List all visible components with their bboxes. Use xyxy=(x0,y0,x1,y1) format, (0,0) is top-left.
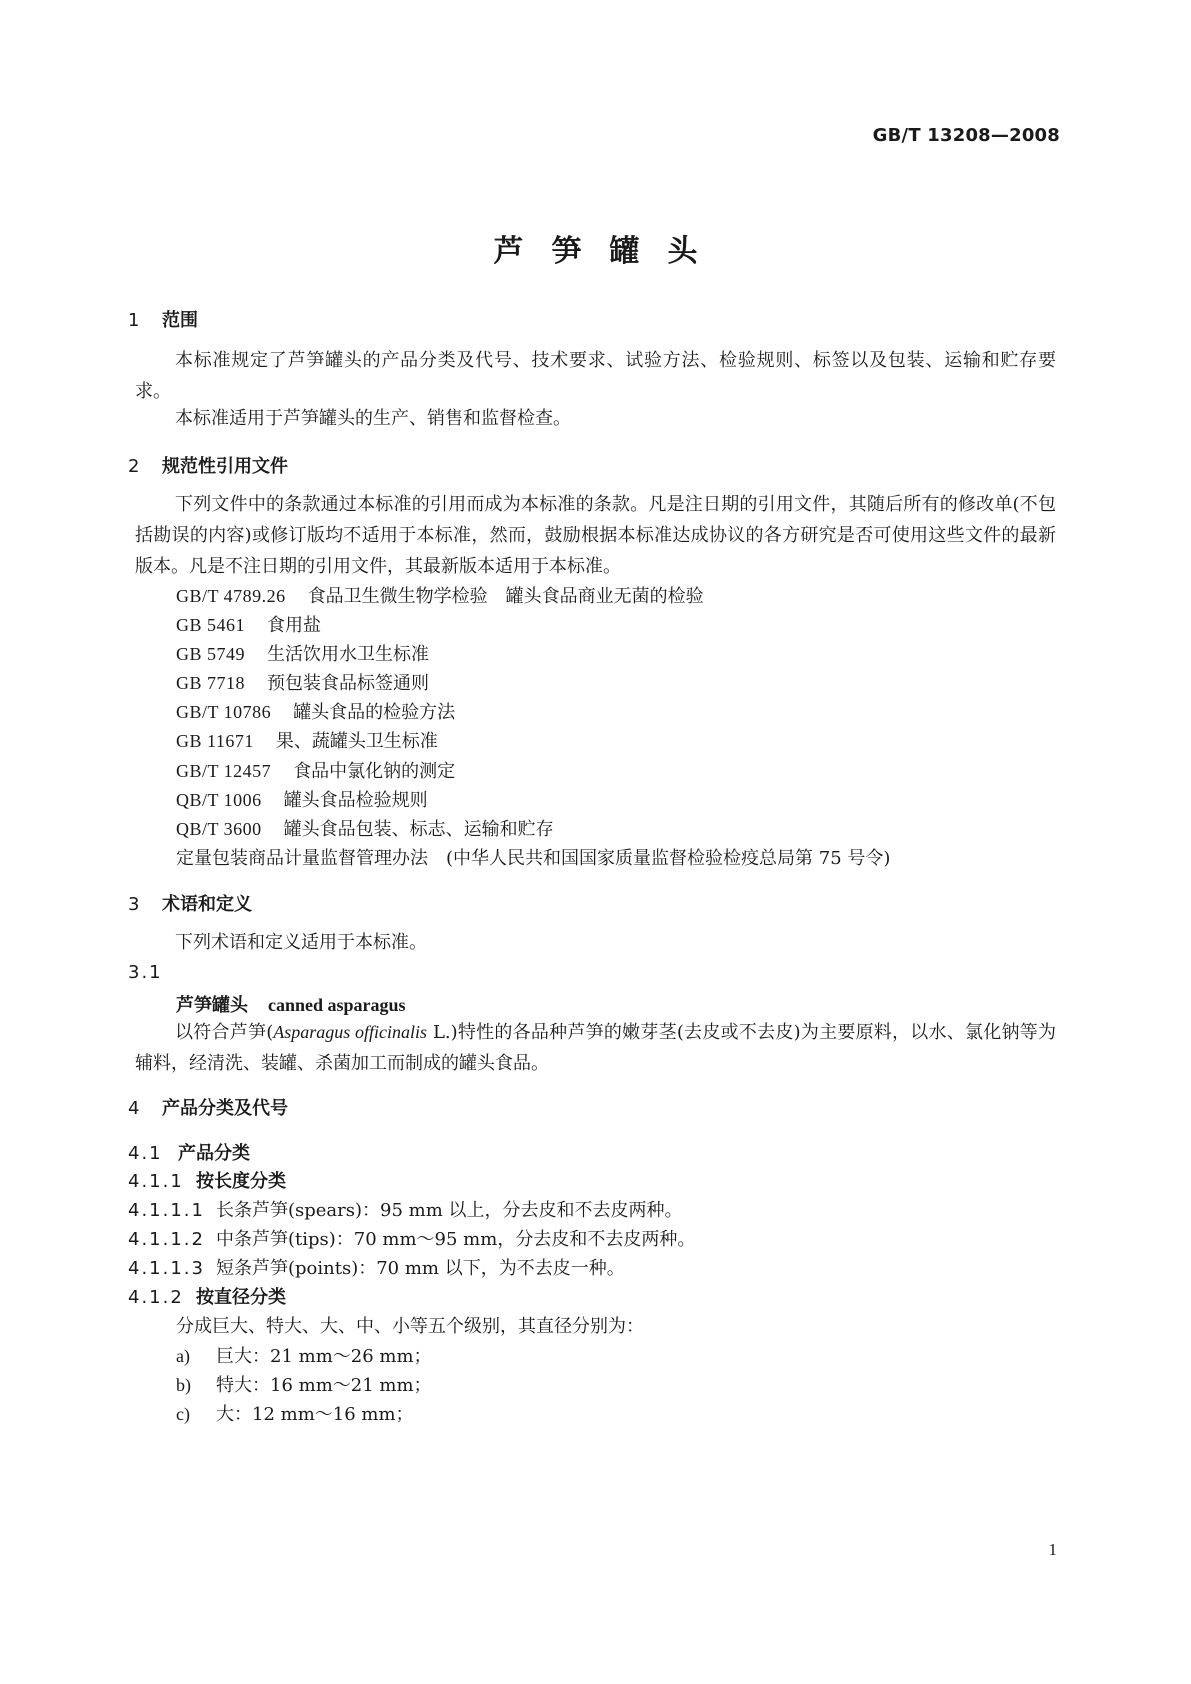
subsection-title: 产品分类 xyxy=(178,1143,250,1164)
clause-text: 长条芦笋(spears)：95 mm 以上，分去皮和不去皮两种。 xyxy=(216,1200,683,1221)
section-2-heading xyxy=(128,452,288,478)
clause-text: 短条芦笋(points)：70 mm 以下，为不去皮一种。 xyxy=(216,1258,625,1279)
term-definition: 以符合芦笋(Asparagus officinalis L.)特性的各品种芦笋的嫩芽茎(去皮或不去皮)为主要原料，以水、氯化钠等为辅料，经清洗、装罐、杀菌加工而制成的罐头食品。 xyxy=(135,1022,1056,1074)
reference-code: GB/T 10786 xyxy=(176,702,272,722)
section-1-paragraph-2: 本标准适用于芦笋罐头的生产、销售和监督检查。 xyxy=(175,408,571,429)
clause-number: 4.1.1.3 xyxy=(128,1258,205,1279)
reference-item xyxy=(176,582,704,608)
reference-item xyxy=(176,611,321,637)
reference-code: GB/T 12457 xyxy=(176,761,272,781)
section-3-heading xyxy=(128,890,252,916)
reference-code: GB 5749 xyxy=(176,644,246,664)
reference-title: 食用盐 xyxy=(267,615,322,636)
subsection-title: 按直径分类 xyxy=(196,1287,286,1308)
section-number: 4 xyxy=(128,1098,140,1119)
list-marker: b) xyxy=(176,1375,191,1395)
term-chinese: 芦笋罐头 xyxy=(176,995,248,1016)
subsection-number: 4.1 xyxy=(128,1143,163,1164)
reference-item xyxy=(176,669,429,695)
section-number: 1 xyxy=(128,310,140,331)
reference-code: GB/T 4789.26 xyxy=(176,586,286,606)
list-marker: a) xyxy=(176,1346,190,1366)
term-number: 3.1 xyxy=(128,962,163,983)
reference-code: QB/T 3600 xyxy=(176,819,262,839)
reference-title: 预包装食品标签通则 xyxy=(267,673,430,694)
clause-item xyxy=(128,1225,695,1251)
clause-item xyxy=(128,1254,625,1280)
subsection-title: 按长度分类 xyxy=(196,1171,286,1192)
diameter-intro: 分成巨大、特大、大、中、小等五个级别，其直径分别为： xyxy=(176,1316,644,1337)
subsection-number: 4.1.1 xyxy=(128,1171,184,1192)
section-number: 2 xyxy=(128,456,140,477)
reference-code: GB 7718 xyxy=(176,673,246,693)
page-number: 1 xyxy=(1048,1540,1057,1559)
subsection-4-1-2-heading xyxy=(128,1283,286,1309)
reference-code: GB 11671 xyxy=(176,731,254,751)
reference-title: 食品中氯化钠的测定 xyxy=(293,761,456,782)
clause-item xyxy=(128,1196,683,1222)
reference-title: 生活饮用水卫生标准 xyxy=(267,644,430,665)
section-4-heading xyxy=(128,1094,288,1120)
reference-title: 罐头食品检验规则 xyxy=(283,790,428,811)
section-title: 规范性引用文件 xyxy=(162,456,288,477)
reference-item xyxy=(176,815,554,841)
section-title: 范围 xyxy=(162,310,198,331)
latin-name: Asparagus officinalis xyxy=(273,1022,428,1042)
section-title: 产品分类及代号 xyxy=(162,1098,288,1119)
reference-item xyxy=(176,727,438,753)
section-2-paragraph: 下列文件中的条款通过本标准的引用而成为本标准的条款。凡是注日期的引用文件，其随后所有的修改单(不包括勘误的内容)或修订版均不适用于本标准，然而，鼓励根据本标准达成协议的各方研究是否可使用这些文件的最新版本。凡是不注日期的引用文件，其最新版本适用于本标准。 xyxy=(135,494,1056,577)
section-1-paragraph-1: 本标准规定了芦笋罐头的产品分类及代号、技术要求、试验方法、检验规则、标签以及包装、运输和贮存要求。 xyxy=(135,350,1056,402)
reference-title: 罐头食品包装、标志、运输和贮存 xyxy=(283,819,554,840)
reference-item xyxy=(176,786,428,812)
standard-number: GB/T 13208—2008 xyxy=(872,125,1060,146)
list-item xyxy=(176,1400,414,1426)
list-text: 特大：16 mm～21 mm； xyxy=(216,1375,432,1396)
clause-text: 中条芦笋(tips)：70 mm～95 mm，分去皮和不去皮两种。 xyxy=(216,1229,696,1250)
section-3-paragraph: 下列术语和定义适用于本标准。 xyxy=(175,932,427,953)
subsection-4-1-heading xyxy=(128,1139,250,1165)
reference-item xyxy=(176,698,455,724)
clause-number: 4.1.1.2 xyxy=(128,1229,205,1250)
section-1-heading xyxy=(128,306,198,332)
list-marker: c) xyxy=(176,1404,190,1424)
section-title: 术语和定义 xyxy=(162,894,252,915)
reference-code: GB 5461 xyxy=(176,615,246,635)
reference-item-regulation: 定量包装商品计量监督管理办法 (中华人民共和国国家质量监督检验检疫总局第 75 号令) xyxy=(176,848,891,869)
reference-code: QB/T 1006 xyxy=(176,790,262,810)
term-entry xyxy=(176,991,406,1017)
reference-title: 果、蔬罐头卫生标准 xyxy=(275,731,438,752)
document-title: 芦笋罐头 xyxy=(493,234,726,269)
list-item xyxy=(176,1342,432,1368)
term-english: canned asparagus xyxy=(268,995,406,1015)
reference-item xyxy=(176,757,455,783)
section-number: 3 xyxy=(128,894,140,915)
clause-number: 4.1.1.1 xyxy=(128,1200,205,1221)
list-text: 大：12 mm～16 mm； xyxy=(216,1404,414,1425)
reference-title: 罐头食品的检验方法 xyxy=(293,702,456,723)
subsection-4-1-1-heading xyxy=(128,1167,286,1193)
reference-item xyxy=(176,640,429,666)
list-text: 巨大：21 mm～26 mm； xyxy=(216,1346,432,1367)
list-item xyxy=(176,1371,432,1397)
subsection-number: 4.1.2 xyxy=(128,1287,184,1308)
reference-title: 食品卫生微生物学检验 罐头食品商业无菌的检验 xyxy=(307,586,704,607)
